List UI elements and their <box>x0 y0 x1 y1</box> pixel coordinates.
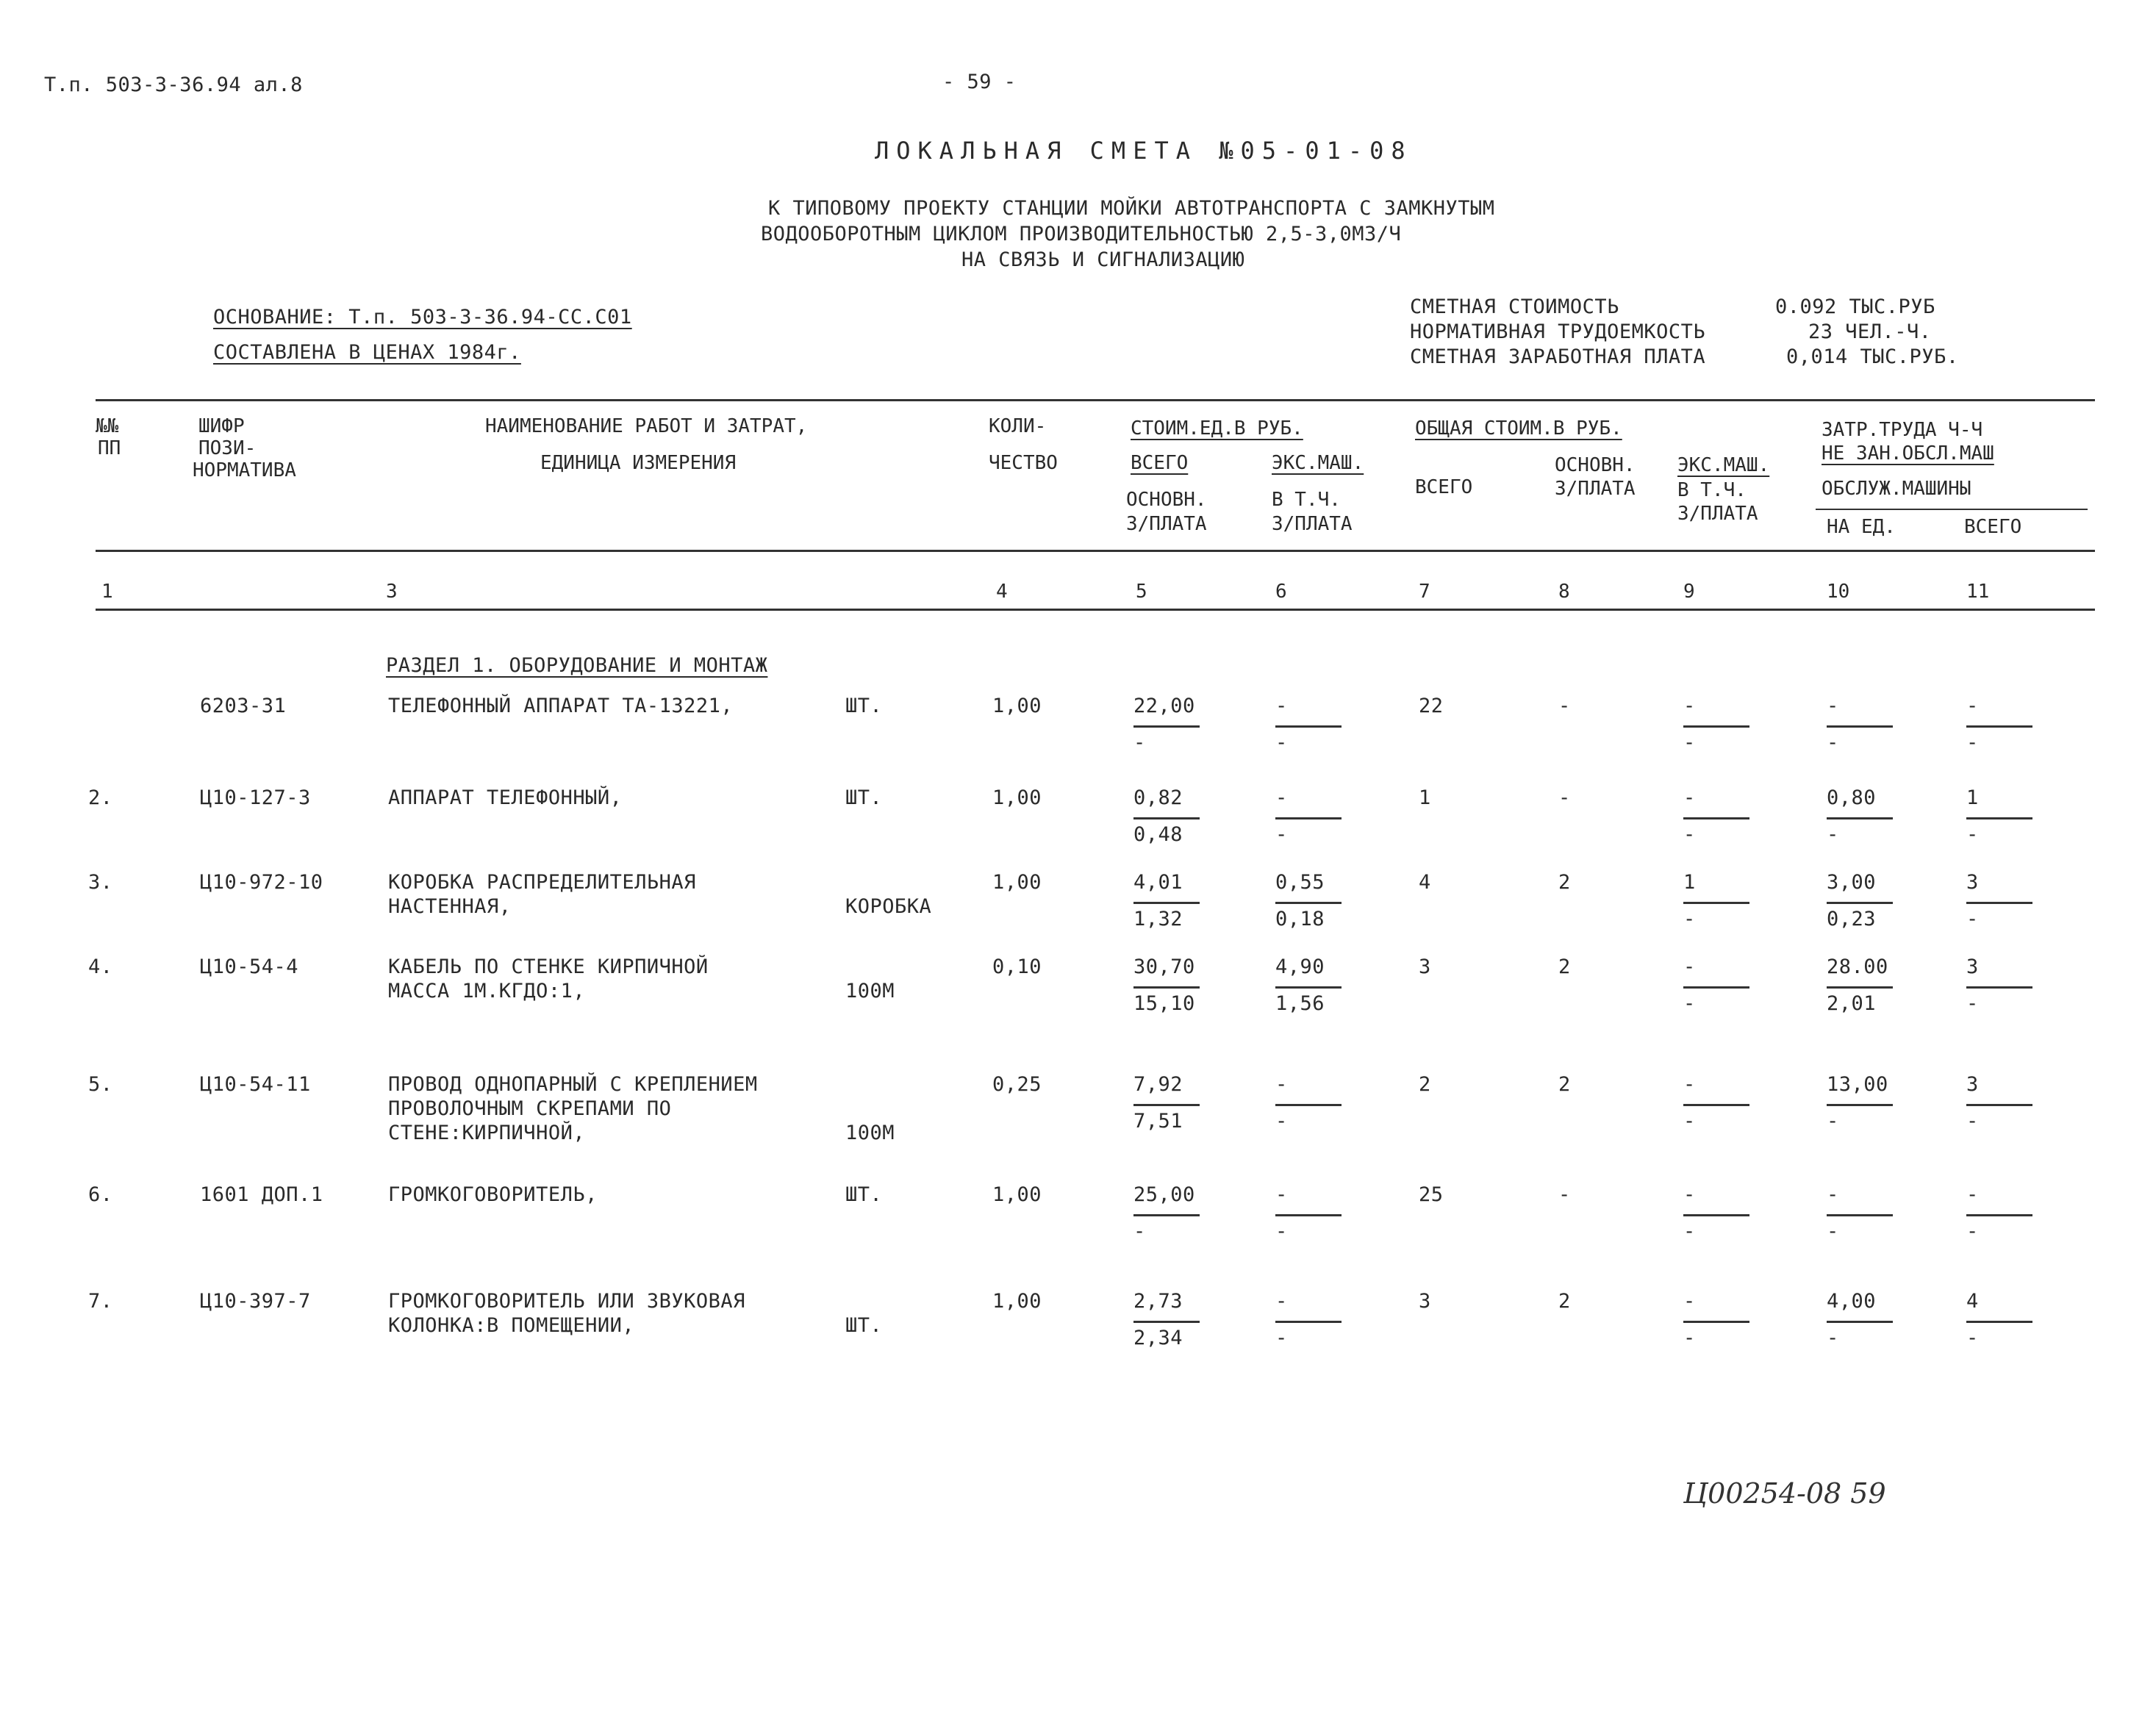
row-c5b-value: - <box>1133 731 1146 754</box>
row-c6-fraction-rule <box>1275 1321 1342 1323</box>
row-unit: 100М <box>845 980 895 1002</box>
row-c5-value: 0,82 <box>1133 786 1183 809</box>
row-c6-fraction-rule <box>1275 817 1342 819</box>
group-labor-c: ОБСЛУЖ.МАШИНЫ <box>1822 478 1971 500</box>
row-c5b-value: 1,32 <box>1133 908 1183 930</box>
row-code: Ц10-54-4 <box>200 955 299 978</box>
row-c10b-value: 0,23 <box>1827 908 1877 930</box>
row-c5-value: 30,70 <box>1133 955 1195 978</box>
colnum-bottom-rule <box>96 609 2095 611</box>
row-c9b-value: - <box>1683 1110 1696 1133</box>
row-c5-fraction-rule <box>1133 902 1200 904</box>
handwritten-archive-code: Ц00254-08 59 <box>1683 1477 1886 1510</box>
page-title: ЛОКАЛЬНАЯ СМЕТА №05-01-08 <box>875 137 1413 165</box>
summary-value-labor: 23 ЧЕЛ.-Ч. <box>1808 320 1932 343</box>
subtitle-line-1: К ТИПОВОМУ ПРОЕКТУ СТАНЦИИ МОЙКИ АВТОТРАНСПОРТА С ЗАМКНУТЫМ <box>768 197 1495 220</box>
row-c9b-value: - <box>1683 908 1696 930</box>
row-c11b-value: - <box>1966 1327 1979 1349</box>
row-c7-value: 1 <box>1419 786 1431 809</box>
row-c9b-value: - <box>1683 1220 1696 1243</box>
row-c5b-value: - <box>1133 1220 1146 1243</box>
row-c10b-value: - <box>1827 1327 1839 1349</box>
col4-header-b: ЧЕСТВО <box>989 452 1058 474</box>
col1-header-b: ПП <box>98 437 121 459</box>
row-c11-value: 3 <box>1966 1073 1979 1096</box>
row-c10-fraction-rule <box>1827 725 1893 728</box>
row-c6-fraction-rule <box>1275 902 1342 904</box>
row-code: Ц10-397-7 <box>200 1290 311 1313</box>
group-labor-a: ЗАТР.ТРУДА Ч-Ч <box>1822 419 1983 441</box>
row-c11-value: 3 <box>1966 955 1979 978</box>
row-c11-fraction-rule <box>1966 725 2032 728</box>
row-c6b-value: - <box>1275 1110 1288 1133</box>
row-c10b-value: 2,01 <box>1827 992 1877 1015</box>
row-c10-fraction-rule <box>1827 1321 1893 1323</box>
row-c9-fraction-rule <box>1683 902 1749 904</box>
row-c11b-value: - <box>1966 1110 1979 1133</box>
row-c9b-value: - <box>1683 992 1696 1015</box>
row-c9-value: - <box>1683 786 1696 809</box>
row-c5-value: 4,01 <box>1133 871 1183 894</box>
col5-header-a: ВСЕГО <box>1131 452 1189 474</box>
row-c8-value: - <box>1558 1183 1571 1206</box>
row-code: Ц10-54-11 <box>200 1073 311 1096</box>
row-c6-fraction-rule <box>1275 1214 1342 1216</box>
row-c9-value: - <box>1683 955 1696 978</box>
row-c10-fraction-rule <box>1827 1104 1893 1106</box>
row-c5-value: 2,73 <box>1133 1290 1183 1313</box>
colnum-10: 10 <box>1827 581 1850 603</box>
row-c7-value: 3 <box>1419 1290 1431 1313</box>
row-c6b-value: 1,56 <box>1275 992 1325 1015</box>
row-c9-fraction-rule <box>1683 1321 1749 1323</box>
row-c9-fraction-rule <box>1683 725 1749 728</box>
row-c11-fraction-rule <box>1966 1104 2032 1106</box>
row-c10-value: 28.00 <box>1827 955 1888 978</box>
row-c6b-value: 0,18 <box>1275 908 1325 930</box>
colnum-7: 7 <box>1419 581 1430 603</box>
row-quantity: 0,10 <box>992 955 1042 978</box>
row-c6-value: - <box>1275 1183 1288 1206</box>
row-c11b-value: - <box>1966 992 1979 1015</box>
row-c6-value: 4,90 <box>1275 955 1325 978</box>
row-quantity: 1,00 <box>992 786 1042 809</box>
row-c11-value: - <box>1966 695 1979 717</box>
row-c9-fraction-rule <box>1683 1104 1749 1106</box>
row-c5b-value: 2,34 <box>1133 1327 1183 1349</box>
row-c5b-value: 0,48 <box>1133 823 1183 846</box>
row-c6-value: - <box>1275 1290 1288 1313</box>
row-c5-fraction-rule <box>1133 1214 1200 1216</box>
row-c10-value: - <box>1827 695 1839 717</box>
row-name-line-1: ГРОМКОГОВОРИТЕЛЬ, <box>388 1183 598 1206</box>
row-name-line-2: ПРОВОЛОЧНЫМ СКРЕПАМИ ПО <box>388 1097 672 1120</box>
row-unit: КОРОБКА <box>845 895 932 918</box>
row-c6b-value: - <box>1275 1327 1288 1349</box>
subtitle-line-3: НА СВЯЗЬ И СИГНАЛИЗАЦИЮ <box>961 248 1245 271</box>
group-total-cost: ОБЩАЯ СТОИМ.В РУБ. <box>1415 417 1622 440</box>
row-number: 4. <box>88 955 113 978</box>
row-c11-value: 3 <box>1966 871 1979 894</box>
row-c10b-value: - <box>1827 823 1839 846</box>
col6-header-b: В Т.Ч. <box>1272 489 1341 511</box>
row-unit: 100М <box>845 1122 895 1144</box>
row-c7-value: 3 <box>1419 955 1431 978</box>
row-name-line-3: СТЕНЕ:КИРПИЧНОЙ, <box>388 1122 586 1144</box>
colnum-3: 3 <box>386 581 398 603</box>
row-c10-value: - <box>1827 1183 1839 1206</box>
subtitle-line-2: ВОДООБОРОТНЫМ ЦИКЛОМ ПРОИЗВОДИТЕЛЬНОСТЬЮ 2,5-3,0М3/Ч <box>761 223 1402 245</box>
col7-header: ВСЕГО <box>1415 476 1473 498</box>
col9-header-a: ЭКС.МАШ. <box>1677 454 1770 476</box>
row-c5-value: 25,00 <box>1133 1183 1195 1206</box>
row-c10-fraction-rule <box>1827 986 1893 989</box>
col2-header-b: ПОЗИ- <box>198 437 257 459</box>
row-c7-value: 22 <box>1419 695 1444 717</box>
row-c10-value: 13,00 <box>1827 1073 1888 1096</box>
col1-header-a: №№ <box>96 415 119 437</box>
row-c5-value: 22,00 <box>1133 695 1195 717</box>
col6-header-c: З/ПЛАТА <box>1272 513 1353 535</box>
row-c5b-value: 7,51 <box>1133 1110 1183 1133</box>
row-c9b-value: - <box>1683 823 1696 846</box>
col9-header-b: В Т.Ч. <box>1677 479 1747 501</box>
labor-subrule <box>1816 509 2088 510</box>
col6-header-a: ЭКС.МАШ. <box>1272 452 1364 474</box>
row-unit: ШТ. <box>845 1314 883 1337</box>
row-number: 3. <box>88 871 113 894</box>
row-number: 6. <box>88 1183 113 1206</box>
header-bottom-rule <box>96 550 2095 552</box>
page-number: - 59 - <box>942 71 1017 93</box>
row-c7-value: 2 <box>1419 1073 1431 1096</box>
section-title: РАЗДЕЛ 1. ОБОРУДОВАНИЕ И МОНТАЖ <box>386 654 768 677</box>
row-c9-value: - <box>1683 1290 1696 1313</box>
row-quantity: 1,00 <box>992 871 1042 894</box>
row-c5-fraction-rule <box>1133 986 1200 989</box>
row-c6-fraction-rule <box>1275 986 1342 989</box>
prices-basis: СОСТАВЛЕНА В ЦЕНАХ 1984г. <box>213 341 521 364</box>
row-c6b-value: - <box>1275 823 1288 846</box>
row-c11-fraction-rule <box>1966 902 2032 904</box>
col5-header-c: З/ПЛАТА <box>1126 513 1207 535</box>
colnum-4: 4 <box>996 581 1008 603</box>
row-c6b-value: - <box>1275 1220 1288 1243</box>
row-c9-fraction-rule <box>1683 817 1749 819</box>
col2-header-c: НОРМАТИВА <box>193 459 296 481</box>
row-c11-fraction-rule <box>1966 1321 2032 1323</box>
row-unit: ШТ. <box>845 1183 883 1206</box>
row-number: 5. <box>88 1073 113 1096</box>
row-code: 1601 ДОП.1 <box>200 1183 323 1206</box>
summary-label-wage: СМЕТНАЯ ЗАРАБОТНАЯ ПЛАТА <box>1410 345 1706 368</box>
row-c5-value: 7,92 <box>1133 1073 1183 1096</box>
row-c11-fraction-rule <box>1966 817 2032 819</box>
basis: ОСНОВАНИЕ: Т.п. 503-3-36.94-СС.С01 <box>213 306 632 329</box>
row-name-line-2: НАСТЕННАЯ, <box>388 895 512 918</box>
row-c8-value: - <box>1558 695 1571 717</box>
row-code: Ц10-127-3 <box>200 786 311 809</box>
row-c10-value: 0,80 <box>1827 786 1877 809</box>
summary-value-wage: 0,014 ТЫС.РУБ. <box>1786 345 1959 368</box>
group-unit-cost: СТОИМ.ЕД.В РУБ. <box>1131 417 1303 440</box>
row-c6-value: - <box>1275 786 1288 809</box>
summary-value-cost: 0.092 ТЫС.РУБ <box>1775 295 1935 318</box>
col5-header-b: ОСНОВН. <box>1126 489 1207 511</box>
col2-header-a: ШИФР <box>198 415 245 437</box>
row-c6-fraction-rule <box>1275 1104 1342 1106</box>
row-c10b-value: - <box>1827 731 1839 754</box>
row-c8-value: 2 <box>1558 871 1571 894</box>
row-c6-value: - <box>1275 1073 1288 1096</box>
row-quantity: 0,25 <box>992 1073 1042 1096</box>
row-c9-fraction-rule <box>1683 986 1749 989</box>
col8-header-a: ОСНОВН. <box>1555 454 1636 476</box>
row-c5-fraction-rule <box>1133 817 1200 819</box>
row-c11-value: - <box>1966 1183 1979 1206</box>
row-code: Ц10-972-10 <box>200 871 323 894</box>
row-quantity: 1,00 <box>992 1290 1042 1313</box>
row-c5-fraction-rule <box>1133 1104 1200 1106</box>
colnum-1: 1 <box>101 581 113 603</box>
row-c10-fraction-rule <box>1827 902 1893 904</box>
row-name-line-1: КАБЕЛЬ ПО СТЕНКЕ КИРПИЧНОЙ <box>388 955 709 978</box>
row-name-line-1: КОРОБКА РАСПРЕДЕЛИТЕЛЬНАЯ <box>388 871 696 894</box>
row-c6b-value: - <box>1275 731 1288 754</box>
row-c5-fraction-rule <box>1133 1321 1200 1323</box>
row-name-line-1: ТЕЛЕФОННЫЙ АППАРАТ ТА-13221, <box>388 695 734 717</box>
row-c10-value: 4,00 <box>1827 1290 1877 1313</box>
row-name-line-2: КОЛОНКА:В ПОМЕЩЕНИИ, <box>388 1314 635 1337</box>
row-c6-fraction-rule <box>1275 725 1342 728</box>
colnum-8: 8 <box>1558 581 1570 603</box>
row-c9-value: 1 <box>1683 871 1696 894</box>
row-c6-value: - <box>1275 695 1288 717</box>
col9-header-c: З/ПЛАТА <box>1677 503 1758 525</box>
row-quantity: 1,00 <box>992 695 1042 717</box>
header-top-rule <box>96 399 2095 401</box>
group-labor-b: НЕ ЗАН.ОБСЛ.МАШ <box>1822 442 1994 465</box>
colnum-6: 6 <box>1275 581 1287 603</box>
col3-header-a: НАИМЕНОВАНИЕ РАБОТ И ЗАТРАТ, <box>485 415 808 437</box>
row-c8-value: - <box>1558 786 1571 809</box>
colnum-5: 5 <box>1136 581 1147 603</box>
row-number: 2. <box>88 786 113 809</box>
row-c5b-value: 15,10 <box>1133 992 1195 1015</box>
row-c9-value: - <box>1683 695 1696 717</box>
row-c5-fraction-rule <box>1133 725 1200 728</box>
colnum-11: 11 <box>1966 581 1990 603</box>
row-c11b-value: - <box>1966 823 1979 846</box>
row-c10b-value: - <box>1827 1110 1839 1133</box>
row-c9b-value: - <box>1683 731 1696 754</box>
row-code: 6203-31 <box>200 695 287 717</box>
row-c10b-value: - <box>1827 1220 1839 1243</box>
row-unit: ШТ. <box>845 786 883 809</box>
col11-header: ВСЕГО <box>1964 516 2022 538</box>
row-name-line-1: ГРОМКОГОВОРИТЕЛЬ ИЛИ ЗВУКОВАЯ <box>388 1290 745 1313</box>
col4-header-a: КОЛИ- <box>989 415 1047 437</box>
row-c6-value: 0,55 <box>1275 871 1325 894</box>
row-c11b-value: - <box>1966 731 1979 754</box>
col3-header-b: ЕДИНИЦА ИЗМЕРЕНИЯ <box>540 452 737 474</box>
row-c11-fraction-rule <box>1966 986 2032 989</box>
row-c10-value: 3,00 <box>1827 871 1877 894</box>
summary-label-cost: СМЕТНАЯ СТОИМОСТЬ <box>1410 295 1619 318</box>
row-c11-value: 1 <box>1966 786 1979 809</box>
colnum-9: 9 <box>1683 581 1695 603</box>
row-c10-fraction-rule <box>1827 817 1893 819</box>
summary-label-labor: НОРМАТИВНАЯ ТРУДОЕМКОСТЬ <box>1410 320 1706 343</box>
row-c7-value: 4 <box>1419 871 1431 894</box>
col8-header-b: З/ПЛАТА <box>1555 478 1636 500</box>
row-c9-value: - <box>1683 1073 1696 1096</box>
row-c11-fraction-rule <box>1966 1214 2032 1216</box>
row-c11-value: 4 <box>1966 1290 1979 1313</box>
row-c11b-value: - <box>1966 908 1979 930</box>
col10-header: НА ЕД. <box>1827 516 1896 538</box>
row-name-line-1: ПРОВОД ОДНОПАРНЫЙ С КРЕПЛЕНИЕМ <box>388 1073 758 1096</box>
row-c7-value: 25 <box>1419 1183 1444 1206</box>
row-c8-value: 2 <box>1558 955 1571 978</box>
row-c8-value: 2 <box>1558 1073 1571 1096</box>
row-c11b-value: - <box>1966 1220 1979 1243</box>
row-c9-fraction-rule <box>1683 1214 1749 1216</box>
row-name-line-2: МАССА 1М.КГДО:1, <box>388 980 586 1002</box>
row-quantity: 1,00 <box>992 1183 1042 1206</box>
row-name-line-1: АППАРАТ ТЕЛЕФОННЫЙ, <box>388 786 623 809</box>
row-unit: ШТ. <box>845 695 883 717</box>
row-c9b-value: - <box>1683 1327 1696 1349</box>
row-c9-value: - <box>1683 1183 1696 1206</box>
row-number: 7. <box>88 1290 113 1313</box>
doc-reference: Т.п. 503-3-36.94 ал.8 <box>44 73 303 96</box>
row-c10-fraction-rule <box>1827 1214 1893 1216</box>
row-c8-value: 2 <box>1558 1290 1571 1313</box>
